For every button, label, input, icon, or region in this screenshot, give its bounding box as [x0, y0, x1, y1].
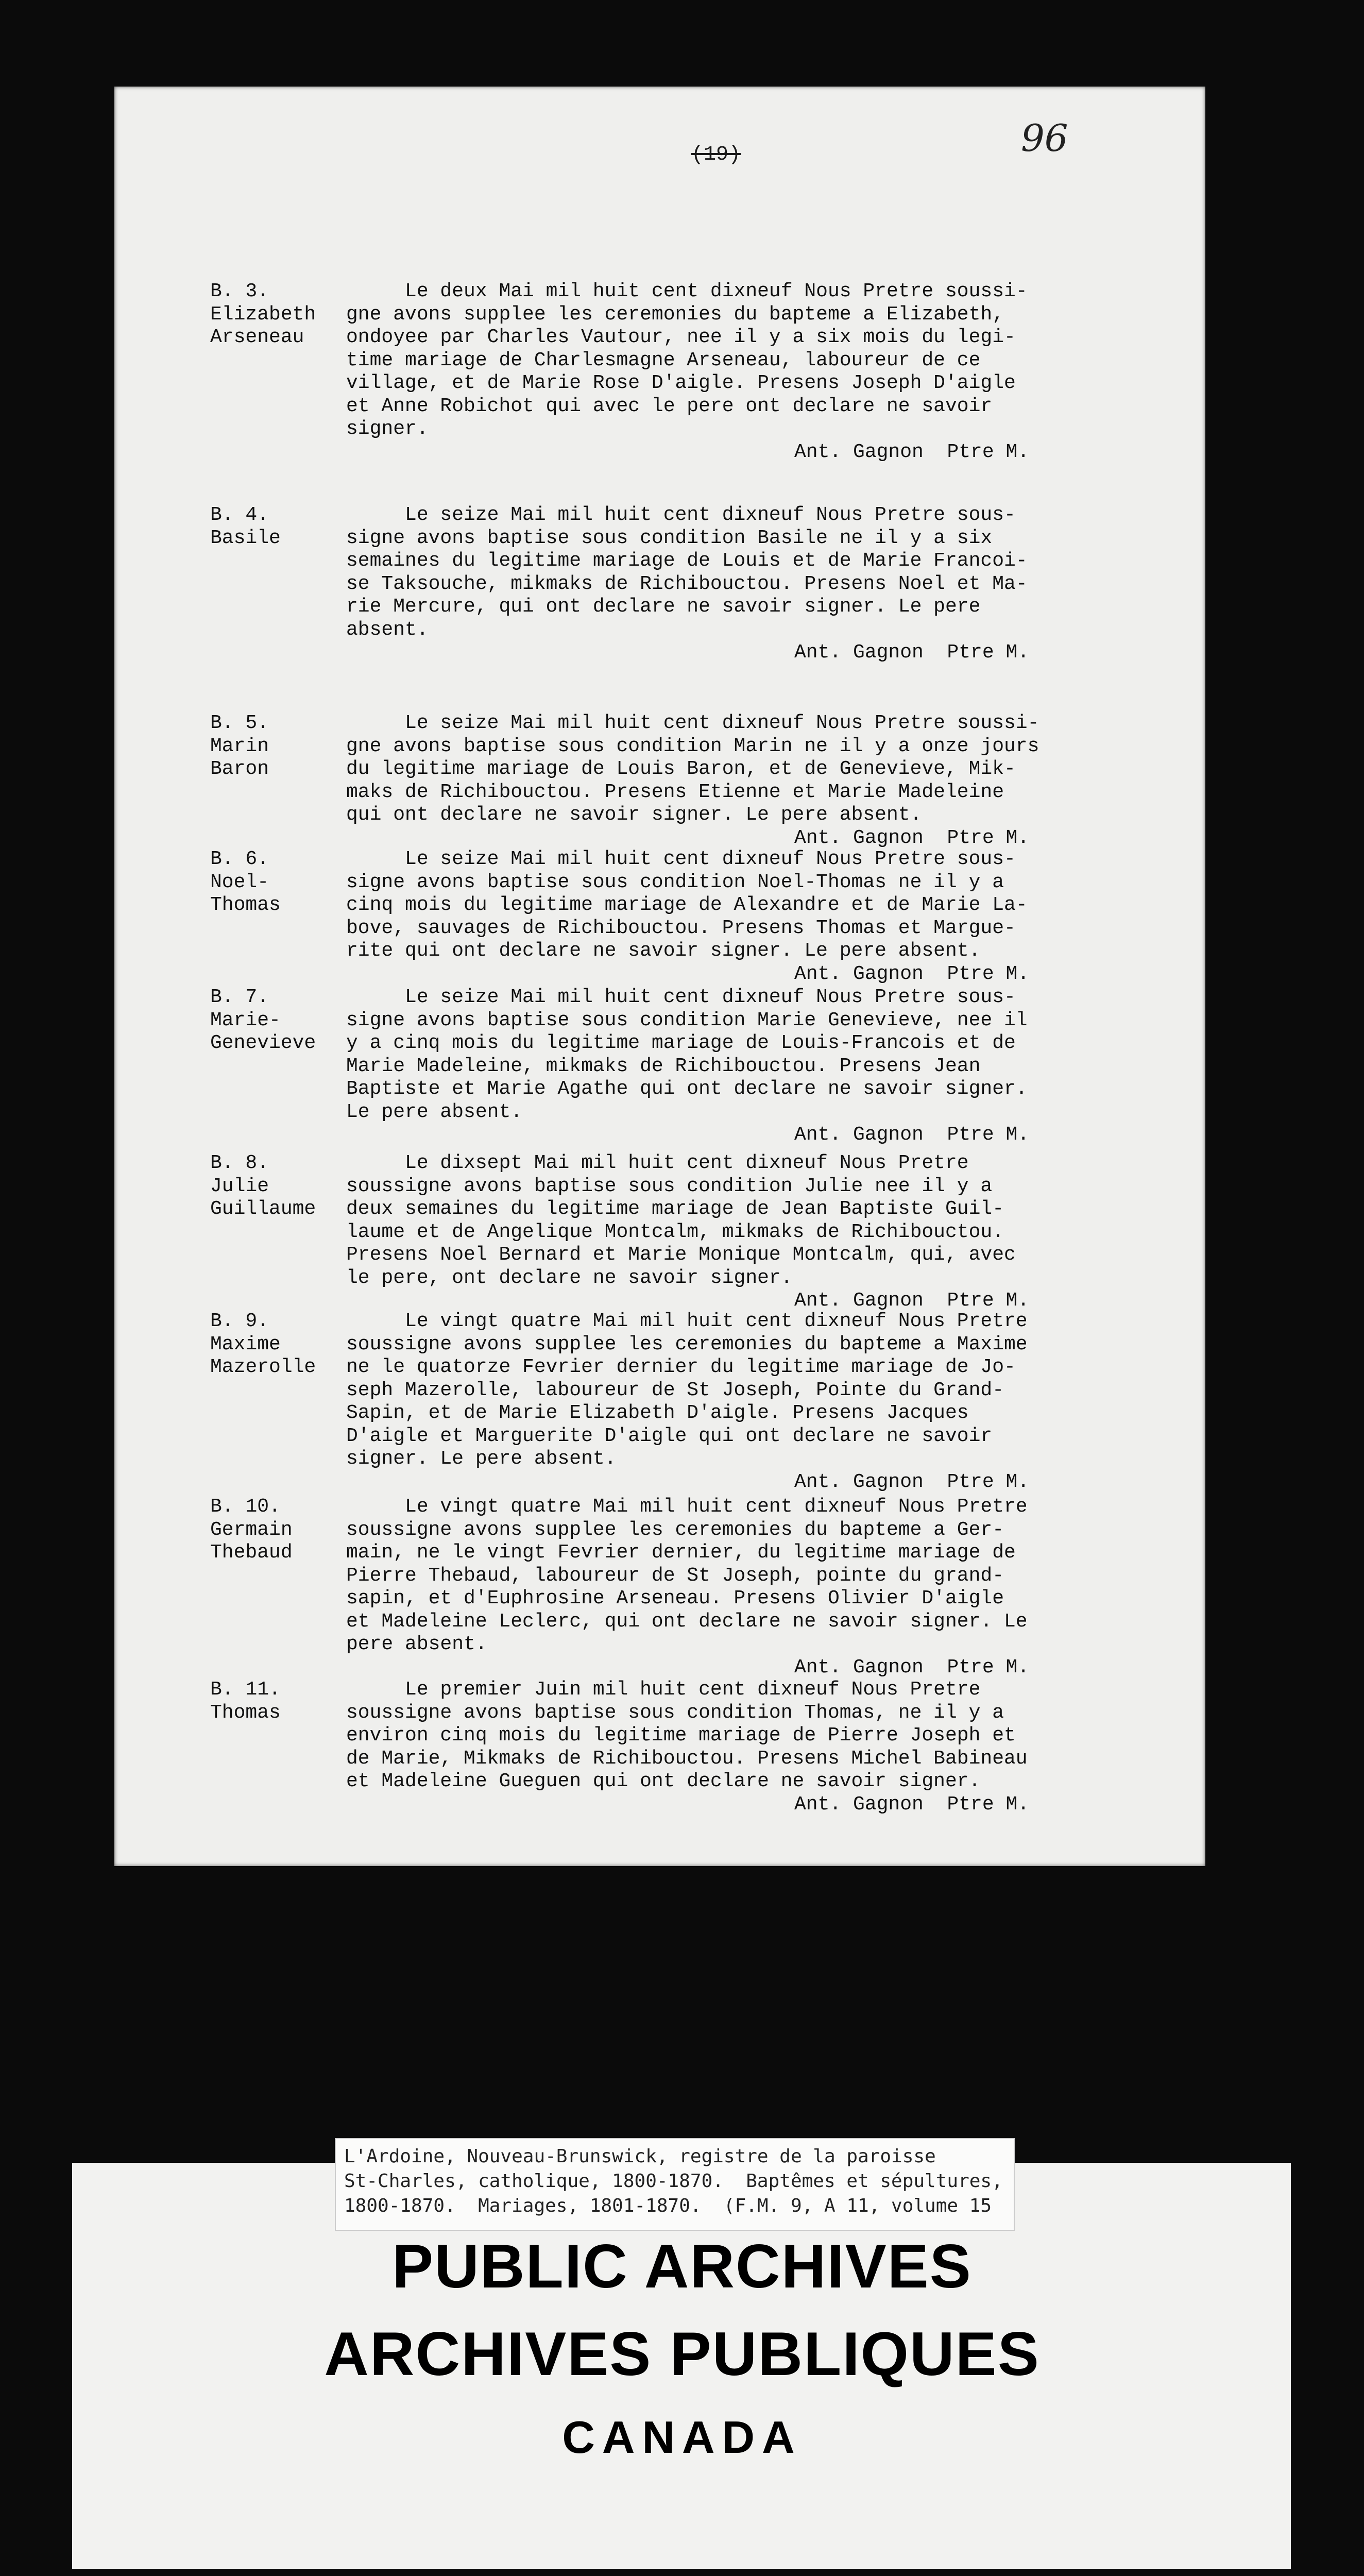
- entry-text-line: bove, sauvages de Richibouctou. Presens Thomas et Margue-: [346, 917, 1016, 939]
- entry-text-line: signe avons baptise sous condition Noel-Thomas ne il y a: [346, 871, 1004, 893]
- entry-text-line: laume et de Angelique Montcalm, mikmaks de Richibouctou.: [346, 1221, 1004, 1243]
- entry-text-line: Le dixsept Mai mil huit cent dixneuf Nous Pretre: [346, 1152, 969, 1174]
- entry-margin-label: B. 3. Elizabeth Arseneau: [210, 280, 316, 348]
- entry-text-line: le pere, ont declare ne savoir signer.: [346, 1266, 793, 1289]
- entry-text-line: signer. Le pere absent.: [346, 1448, 617, 1470]
- entry-text-line: ondoyee par Charles Vautour, nee il y a six mois du legi-: [346, 326, 1016, 348]
- entry-text-line: de Marie, Mikmaks de Richibouctou. Presens Michel Babineau: [346, 1747, 1028, 1770]
- entry-body: [346, 280, 1150, 464]
- entry-body: [346, 1496, 1150, 1679]
- entry-text-line: maks de Richibouctou. Presens Etienne et Marie Madeleine: [346, 781, 1004, 803]
- entry-text-line: ne le quatorze Fevrier dernier du legitime mariage de Jo-: [346, 1356, 1016, 1378]
- entry-signature: Ant. Gagnon Ptre M.: [794, 826, 1030, 849]
- entry-text-line: rite qui ont declare ne savoir signer. Le pere absent.: [346, 940, 981, 962]
- entry-text-line: Le deux Mai mil huit cent dixneuf Nous Pretre soussi-: [346, 280, 1028, 302]
- entry-text-line: soussigne avons baptise sous condition Thomas, ne il y a: [346, 1701, 1004, 1724]
- entry-text-line: sapin, et d'Euphrosine Arseneau. Presens Olivier D'aigle: [346, 1587, 1004, 1609]
- stamp-public-archives: PUBLIC ARCHIVES: [392, 2232, 972, 2301]
- entry-body: [346, 1679, 1150, 1816]
- entry-text-line: semaines du legitime mariage de Louis et de Marie Francoi-: [346, 550, 1028, 572]
- entry-body: [346, 848, 1150, 986]
- entry-body: [346, 1310, 1150, 1494]
- archive-label-line-2: St-Charles, catholique, 1800-1870. Baptêmes et sépultures,: [344, 2171, 1003, 2192]
- entry-text-line: Le pere absent.: [346, 1100, 523, 1123]
- entry-text-line: Le seize Mai mil huit cent dixneuf Nous Pretre sous-: [346, 848, 1016, 870]
- entry-text-line: time mariage de Charlesmagne Arseneau, laboureur de ce: [346, 349, 981, 371]
- entry-text-line: du legitime mariage de Louis Baron, et de Genevieve, Mik-: [346, 758, 1016, 780]
- entry-text-line: et Madeleine Gueguen qui ont declare ne savoir signer.: [346, 1770, 981, 1792]
- entry-text-line: Le seize Mai mil huit cent dixneuf Nous Pretre sous-: [346, 986, 1016, 1008]
- entry-text-line: soussigne avons supplee les ceremonies du bapteme a Maxime: [346, 1333, 1028, 1355]
- entry-signature: Ant. Gagnon Ptre M.: [794, 1290, 1030, 1312]
- entry-text-line: Pierre Thebaud, laboureur de St Joseph, pointe du grand-: [346, 1564, 1004, 1587]
- archive-label-line-3: 1800-1870. Mariages, 1801-1870. (F.M. 9, A 11, volume 15: [344, 2195, 992, 2216]
- entry-text-line: Presens Noel Bernard et Marie Monique Montcalm, qui, avec: [346, 1244, 1016, 1266]
- entry-body: [346, 986, 1150, 1147]
- entry-signature: Ant. Gagnon Ptre M.: [794, 1656, 1030, 1679]
- entry-text-line: Baptiste et Marie Agathe qui ont declare ne savoir signer.: [346, 1078, 1028, 1100]
- entry-text-line: Le vingt quatre Mai mil huit cent dixneuf Nous Pretre: [346, 1496, 1028, 1518]
- entry-text-line: Le seize Mai mil huit cent dixneuf Nous Pretre sous-: [346, 504, 1016, 526]
- entry-text-line: cinq mois du legitime mariage de Alexandre et de Marie La-: [346, 894, 1028, 916]
- page-number-typed: (19): [691, 143, 741, 166]
- page-number-handwritten: 96: [1021, 116, 1068, 160]
- entry-text-line: absent.: [346, 618, 429, 641]
- entry-signature: Ant. Gagnon Ptre M.: [794, 962, 1030, 985]
- entry-body: [346, 712, 1150, 850]
- entry-text-line: environ cinq mois du legitime mariage de Pierre Joseph et: [346, 1724, 1016, 1747]
- entry-text-line: main, ne le vingt Fevrier dernier, du legitime mariage de: [346, 1541, 1016, 1564]
- entry-signature: Ant. Gagnon Ptre M.: [794, 1124, 1030, 1146]
- entry-text-line: Marie Madeleine, mikmaks de Richibouctou. Presens Jean: [346, 1055, 981, 1077]
- entry-margin-label: B. 6. Noel- Thomas: [210, 848, 281, 916]
- entry-text-line: D'aigle et Marguerite D'aigle qui ont declare ne savoir: [346, 1425, 993, 1447]
- entry-margin-label: B. 8. Julie Guillaume: [210, 1152, 316, 1220]
- entry-margin-label: B. 9. Maxime Mazerolle: [210, 1310, 316, 1378]
- entry-margin-label: B. 11. Thomas: [210, 1679, 281, 1724]
- stamp-canada: CANADA: [562, 2412, 802, 2463]
- entry-margin-label: B. 7. Marie- Genevieve: [210, 986, 316, 1054]
- entry-body: [346, 1152, 1150, 1313]
- entry-signature: Ant. Gagnon Ptre M.: [794, 1470, 1030, 1493]
- entry-text-line: soussigne avons supplee les ceremonies du bapteme a Ger-: [346, 1518, 1004, 1541]
- entry-text-line: pere absent.: [346, 1633, 487, 1655]
- archive-label-line-1: L'Ardoine, Nouveau-Brunswick, registre de la paroisse: [344, 2146, 936, 2167]
- entry-text-line: signe avons baptise sous condition Marie Genevieve, nee il: [346, 1009, 1028, 1031]
- entry-margin-label: B. 5. Marin Baron: [210, 712, 269, 780]
- entry-text-line: gne avons baptise sous condition Marin ne il y a onze jours: [346, 735, 1039, 757]
- entry-text-line: Sapin, et de Marie Elizabeth D'aigle. Presens Jacques: [346, 1402, 969, 1424]
- entry-text-line: Le vingt quatre Mai mil huit cent dixneuf Nous Pretre: [346, 1310, 1028, 1332]
- entry-body: [346, 504, 1150, 665]
- entry-text-line: qui ont declare ne savoir signer. Le pere absent.: [346, 804, 922, 826]
- document-page: [114, 87, 1205, 1866]
- entry-text-line: y a cinq mois du legitime mariage de Louis-Francois et de: [346, 1032, 1016, 1054]
- entry-text-line: gne avons supplee les ceremonies du bapteme a Elizabeth,: [346, 303, 1004, 326]
- archive-label: [335, 2138, 1015, 2231]
- entry-text-line: Le seize Mai mil huit cent dixneuf Nous Pretre soussi-: [346, 712, 1039, 734]
- entry-text-line: seph Mazerolle, laboureur de St Joseph, Pointe du Grand-: [346, 1379, 1004, 1401]
- entry-margin-label: B. 4. Basile: [210, 504, 281, 549]
- entry-text-line: signe avons baptise sous condition Basile ne il y a six: [346, 527, 993, 549]
- entry-signature: Ant. Gagnon Ptre M.: [794, 1793, 1030, 1816]
- entry-signature: Ant. Gagnon Ptre M.: [794, 440, 1030, 463]
- entry-signature: Ant. Gagnon Ptre M.: [794, 641, 1030, 664]
- entry-text-line: rie Mercure, qui ont declare ne savoir signer. Le pere: [346, 596, 981, 618]
- entry-text-line: village, et de Marie Rose D'aigle. Presens Joseph D'aigle: [346, 372, 1016, 394]
- entry-margin-label: B. 10. Germain Thebaud: [210, 1496, 293, 1564]
- entry-text-line: et Anne Robichot qui avec le pere ont declare ne savoir: [346, 395, 993, 417]
- entry-text-line: deux semaines du legitime mariage de Jean Baptiste Guil-: [346, 1198, 1004, 1220]
- entry-text-line: signer.: [346, 418, 429, 440]
- entry-text-line: soussigne avons baptise sous condition Julie nee il y a: [346, 1175, 993, 1197]
- entry-text-line: Le premier Juin mil huit cent dixneuf Nous Pretre: [346, 1679, 981, 1701]
- entry-text-line: se Taksouche, mikmaks de Richibouctou. Presens Noel et Ma-: [346, 572, 1028, 595]
- stamp-archives-publiques: ARCHIVES PUBLIQUES: [324, 2319, 1040, 2388]
- entry-text-line: et Madeleine Leclerc, qui ont declare ne savoir signer. Le: [346, 1610, 1028, 1633]
